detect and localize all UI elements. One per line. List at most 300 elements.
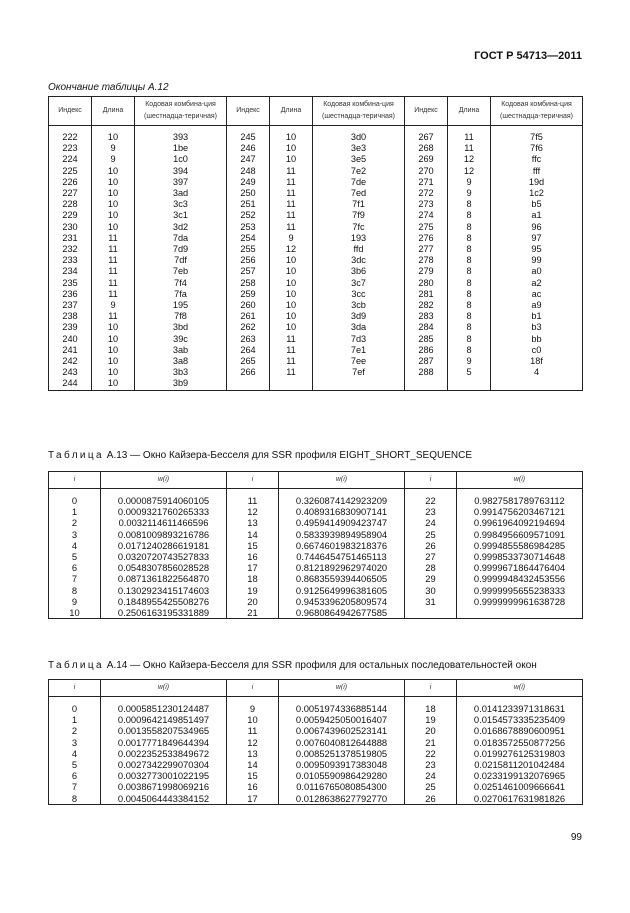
length-cell: 10: [92, 367, 135, 378]
table-a14-header-row: [49, 680, 583, 697]
table-row: [49, 540, 583, 551]
table-row: [49, 607, 583, 619]
code-cell: 95: [491, 244, 583, 255]
code-cell: 1c2: [491, 188, 583, 199]
index-cell: 257: [227, 266, 270, 277]
i-cell: 29: [405, 573, 457, 584]
code-cell: 97: [491, 233, 583, 244]
index-cell: 273: [405, 199, 448, 210]
i-cell: 20: [227, 596, 279, 607]
w-value-cell: 0.0000875914060105: [101, 495, 227, 506]
length-cell: 11: [92, 255, 135, 266]
length-cell: 10: [270, 322, 313, 333]
length-cell: 10: [270, 289, 313, 300]
index-cell: 239: [49, 322, 92, 333]
i-cell: 22: [405, 748, 457, 759]
w-value-cell: 0.0038671998069216: [101, 781, 227, 792]
code-cell: c0: [491, 345, 583, 356]
length-cell: 8: [448, 345, 491, 356]
i-cell: 26: [405, 540, 457, 551]
w-value-cell: 0.0168678890600951: [457, 725, 583, 736]
table-row: [49, 154, 583, 165]
w-value-cell: 0.0059425050016407: [279, 714, 405, 725]
w-value-cell: 0.0320720743527833: [101, 551, 227, 562]
length-cell: 11: [92, 266, 135, 277]
index-cell: 263: [227, 334, 270, 345]
i-cell: 23: [405, 506, 457, 517]
length-cell: 10: [92, 345, 135, 356]
table-a12-header-row: [49, 97, 583, 126]
table-row: [49, 132, 583, 143]
w-value-cell: 0.0199276125319803: [457, 748, 583, 759]
w-value-cell: 0.0095093917383048: [279, 759, 405, 770]
length-cell: 8: [448, 322, 491, 333]
w-value-cell: 0.0183572550877256: [457, 737, 583, 748]
index-cell: 255: [227, 244, 270, 255]
length-cell: 9: [92, 300, 135, 311]
header-i: i: [227, 680, 279, 697]
table-row: [49, 781, 583, 792]
w-value-cell: 0.9453396205809574: [279, 596, 405, 607]
length-cell: 8: [448, 244, 491, 255]
code-cell: 7f1: [313, 199, 405, 210]
length-cell: 10: [270, 311, 313, 322]
index-cell: 258: [227, 278, 270, 289]
w-value-cell: 0.0548307856028528: [101, 562, 227, 573]
code-cell: 3d0: [313, 132, 405, 143]
i-cell: 5: [49, 759, 101, 770]
code-cell: 7d9: [135, 244, 227, 255]
index-cell: 245: [227, 132, 270, 143]
length-cell: 8: [448, 222, 491, 233]
index-cell: 230: [49, 222, 92, 233]
code-cell: 7fc: [313, 222, 405, 233]
index-cell: 235: [49, 278, 92, 289]
w-value-cell: 0.9998533730714648: [457, 551, 583, 562]
w-value-cell: 0.0085251378519805: [279, 748, 405, 759]
header-w: w(i): [101, 472, 227, 489]
table-row: [49, 356, 583, 367]
length-cell: 8: [448, 289, 491, 300]
index-cell: 270: [405, 166, 448, 177]
page-number: 99: [570, 832, 582, 843]
index-cell: 254: [227, 233, 270, 244]
w-value-cell: 0.9680864942677585: [279, 607, 405, 619]
index-cell: 281: [405, 289, 448, 300]
index-cell: 240: [49, 334, 92, 345]
table-row: [49, 266, 583, 277]
length-cell: 10: [92, 166, 135, 177]
i-cell: 16: [227, 781, 279, 792]
length-cell: 10: [270, 300, 313, 311]
table-row: [49, 759, 583, 770]
length-cell: 10: [92, 334, 135, 345]
i-cell: 10: [49, 607, 101, 619]
w-value-cell: 0.0045064443384152: [101, 793, 227, 805]
i-cell: 16: [227, 551, 279, 562]
code-cell: 3bd: [135, 322, 227, 333]
length-cell: 11: [92, 244, 135, 255]
index-cell: 266: [227, 367, 270, 378]
table-row: [49, 585, 583, 596]
w-value-cell: 0.0027342299070304: [101, 759, 227, 770]
index-cell: 229: [49, 210, 92, 221]
code-cell: 7f8: [135, 311, 227, 322]
length-cell: 11: [270, 222, 313, 233]
table-row: [49, 334, 583, 345]
w-value-cell: 0.0171240286619181: [101, 540, 227, 551]
code-cell: 19d: [491, 177, 583, 188]
i-cell: 12: [227, 737, 279, 748]
header-w: w(i): [279, 680, 405, 697]
length-cell: 9: [448, 356, 491, 367]
table-row: [49, 714, 583, 725]
code-cell: 7da: [135, 233, 227, 244]
table-row: [49, 367, 583, 378]
code-cell: 193: [313, 233, 405, 244]
length-cell: 11: [270, 367, 313, 378]
length-cell: 11: [270, 199, 313, 210]
length-cell: 9: [270, 233, 313, 244]
index-cell: 233: [49, 255, 92, 266]
length-cell: 12: [448, 154, 491, 165]
i-cell: 17: [227, 793, 279, 805]
w-value-cell: 0.1302923415174603: [101, 585, 227, 596]
table-row: [49, 770, 583, 781]
code-cell: 7f9: [313, 210, 405, 221]
length-cell: 10: [92, 132, 135, 143]
w-value-cell: 0.0051974336885144: [279, 703, 405, 714]
index-cell: 228: [49, 199, 92, 210]
w-value-cell: 0.0116765080854300: [279, 781, 405, 792]
i-cell: [405, 607, 457, 619]
length-cell: 8: [448, 334, 491, 345]
length-cell: 10: [92, 322, 135, 333]
i-cell: 20: [405, 725, 457, 736]
w-value-cell: 0.0251461009666641: [457, 781, 583, 792]
i-cell: 28: [405, 562, 457, 573]
length-cell: 11: [448, 132, 491, 143]
code-cell: ac: [491, 289, 583, 300]
code-cell: 3cc: [313, 289, 405, 300]
table-row: [49, 210, 583, 221]
index-cell: 253: [227, 222, 270, 233]
i-cell: 12: [227, 506, 279, 517]
code-cell: ffc: [491, 154, 583, 165]
i-cell: 4: [49, 540, 101, 551]
code-cell: 99: [491, 255, 583, 266]
table-a13-caption: [48, 450, 472, 461]
length-cell: 9: [448, 177, 491, 188]
index-cell: 265: [227, 356, 270, 367]
i-cell: 15: [227, 770, 279, 781]
i-cell: 25: [405, 781, 457, 792]
w-value-cell: 0.9125649996381605: [279, 585, 405, 596]
length-cell: 8: [448, 233, 491, 244]
index-cell: 282: [405, 300, 448, 311]
i-cell: 6: [49, 770, 101, 781]
table-row: [49, 793, 583, 805]
index-cell: 284: [405, 322, 448, 333]
code-cell: 7fa: [135, 289, 227, 300]
w-value-cell: 0.9999948432453556: [457, 573, 583, 584]
i-cell: 0: [49, 495, 101, 506]
w-value-cell: 0.0017771849644394: [101, 737, 227, 748]
i-cell: 19: [227, 585, 279, 596]
length-cell: 11: [92, 311, 135, 322]
table-a12: [48, 96, 583, 391]
table-row: [49, 199, 583, 210]
length-cell: 9: [92, 154, 135, 165]
index-cell: 285: [405, 334, 448, 345]
code-cell: 1be: [135, 143, 227, 154]
document-standard-number: ГОСТ Р 54713—2011: [474, 50, 582, 62]
code-cell: 96: [491, 222, 583, 233]
index-cell: 271: [405, 177, 448, 188]
index-cell: 236: [49, 289, 92, 300]
i-cell: 0: [49, 703, 101, 714]
code-cell: 3d9: [313, 311, 405, 322]
header-length: Длина: [448, 97, 491, 126]
code-cell: 3c7: [313, 278, 405, 289]
i-cell: 8: [49, 793, 101, 805]
i-cell: 9: [49, 596, 101, 607]
i-cell: 13: [227, 517, 279, 528]
length-cell: 8: [448, 300, 491, 311]
table-label: Таблица: [48, 450, 105, 461]
w-value-cell: 0.8121892962974020: [279, 562, 405, 573]
table-row: [49, 529, 583, 540]
i-cell: 3: [49, 737, 101, 748]
i-cell: 18: [405, 703, 457, 714]
code-cell: [491, 378, 583, 390]
table-row: [49, 378, 583, 390]
code-cell: 18f: [491, 356, 583, 367]
code-cell: 7ed: [313, 188, 405, 199]
code-cell: 3d2: [135, 222, 227, 233]
w-value-cell: 0.1848955425508276: [101, 596, 227, 607]
code-cell: b3: [491, 322, 583, 333]
code-cell: 4: [491, 367, 583, 378]
index-cell: 242: [49, 356, 92, 367]
w-value-cell: 0.0081009893216786: [101, 529, 227, 540]
table-row: [49, 143, 583, 154]
w-value-cell: 0.2506163195331889: [101, 607, 227, 619]
index-cell: 278: [405, 255, 448, 266]
i-cell: 11: [227, 725, 279, 736]
length-cell: 11: [270, 188, 313, 199]
w-value-cell: 0.0032114611466596: [101, 517, 227, 528]
w-value-cell: 0.7446454751465113: [279, 551, 405, 562]
table-row: [49, 596, 583, 607]
index-cell: 260: [227, 300, 270, 311]
i-cell: 4: [49, 748, 101, 759]
w-value-cell: 0.0128638627792770: [279, 793, 405, 805]
header-code: Кодовая комбина-ция (шестнадца-теричная): [135, 97, 227, 126]
header-index: Индекс: [227, 97, 270, 126]
i-cell: 31: [405, 596, 457, 607]
length-cell: 12: [270, 244, 313, 255]
table-row: [49, 748, 583, 759]
table-a12-caption: Окончание таблицы А.12: [48, 82, 169, 93]
table-row: [49, 495, 583, 506]
i-cell: 7: [49, 781, 101, 792]
index-cell: 234: [49, 266, 92, 277]
code-cell: 3ad: [135, 188, 227, 199]
index-cell: 246: [227, 143, 270, 154]
length-cell: 9: [448, 188, 491, 199]
code-cell: a1: [491, 210, 583, 221]
length-cell: 10: [270, 278, 313, 289]
table-row: [49, 506, 583, 517]
code-cell: 394: [135, 166, 227, 177]
i-cell: 9: [227, 703, 279, 714]
index-cell: 264: [227, 345, 270, 356]
index-cell: 241: [49, 345, 92, 356]
code-cell: 39c: [135, 334, 227, 345]
table-row: [49, 177, 583, 188]
index-cell: 283: [405, 311, 448, 322]
header-i: i: [227, 472, 279, 489]
i-cell: 27: [405, 551, 457, 562]
w-value-cell: 0.0233199132076965: [457, 770, 583, 781]
code-cell: 1c0: [135, 154, 227, 165]
code-cell: 3da: [313, 322, 405, 333]
w-value-cell: 0.4959414909423747: [279, 517, 405, 528]
w-value-cell: [457, 607, 583, 619]
w-value-cell: 0.0067439602523141: [279, 725, 405, 736]
code-cell: 7e2: [313, 166, 405, 177]
length-cell: 11: [270, 345, 313, 356]
index-cell: 269: [405, 154, 448, 165]
w-value-cell: 0.0270617631981826: [457, 793, 583, 805]
index-cell: 261: [227, 311, 270, 322]
length-cell: 10: [92, 378, 135, 390]
length-cell: 11: [92, 278, 135, 289]
header-index: Индекс: [49, 97, 92, 126]
table-row: [49, 551, 583, 562]
length-cell: 9: [92, 143, 135, 154]
index-cell: 223: [49, 143, 92, 154]
code-cell: 7eb: [135, 266, 227, 277]
header-index: Индекс: [405, 97, 448, 126]
w-value-cell: 0.9914756203467121: [457, 506, 583, 517]
code-cell: fff: [491, 166, 583, 177]
length-cell: 10: [270, 255, 313, 266]
code-cell: 3c3: [135, 199, 227, 210]
index-cell: 226: [49, 177, 92, 188]
length-cell: 11: [270, 166, 313, 177]
code-cell: 7de: [313, 177, 405, 188]
length-cell: 8: [448, 255, 491, 266]
index-cell: [405, 378, 448, 390]
length-cell: 10: [270, 266, 313, 277]
w-value-cell: 0.0022352533849672: [101, 748, 227, 759]
code-cell: 7df: [135, 255, 227, 266]
code-cell: 7f6: [491, 143, 583, 154]
table-row: [49, 573, 583, 584]
index-cell: 262: [227, 322, 270, 333]
length-cell: 8: [448, 199, 491, 210]
table-row: [49, 322, 583, 333]
length-cell: 11: [270, 334, 313, 345]
table-row: [49, 737, 583, 748]
w-value-cell: 0.0105590986429280: [279, 770, 405, 781]
i-cell: 11: [227, 495, 279, 506]
code-cell: a0: [491, 266, 583, 277]
i-cell: 21: [405, 737, 457, 748]
i-cell: 30: [405, 585, 457, 596]
table-row: [49, 255, 583, 266]
code-cell: a2: [491, 278, 583, 289]
i-cell: 10: [227, 714, 279, 725]
code-cell: 3e3: [313, 143, 405, 154]
w-value-cell: 0.0215811201042484: [457, 759, 583, 770]
table-row: [49, 517, 583, 528]
code-cell: 7d3: [313, 334, 405, 345]
i-cell: 23: [405, 759, 457, 770]
code-cell: 3cb: [313, 300, 405, 311]
table-row: [49, 345, 583, 356]
length-cell: 5: [448, 367, 491, 378]
w-value-cell: 0.3260874142923209: [279, 495, 405, 506]
i-cell: 3: [49, 529, 101, 540]
header-i: i: [49, 680, 101, 697]
i-cell: 22: [405, 495, 457, 506]
code-cell: 3b9: [135, 378, 227, 390]
index-cell: 267: [405, 132, 448, 143]
table-a14: [48, 679, 583, 805]
i-cell: 17: [227, 562, 279, 573]
table-row: [49, 188, 583, 199]
code-cell: 7ee: [313, 356, 405, 367]
i-cell: 5: [49, 551, 101, 562]
index-cell: 250: [227, 188, 270, 199]
index-cell: 272: [405, 188, 448, 199]
w-value-cell: 0.9999995655238333: [457, 585, 583, 596]
index-cell: 280: [405, 278, 448, 289]
code-cell: b1: [491, 311, 583, 322]
w-value-cell: 0.0009321760265333: [101, 506, 227, 517]
table-row: [49, 166, 583, 177]
index-cell: 249: [227, 177, 270, 188]
w-value-cell: 0.6674601983218376: [279, 540, 405, 551]
index-cell: 225: [49, 166, 92, 177]
index-cell: 227: [49, 188, 92, 199]
table-row: [49, 562, 583, 573]
table-title: А.14 — Окно Кайзера-Бесселя для SSR профиля для остальных последовательностей окон: [106, 660, 537, 671]
i-cell: 21: [227, 607, 279, 619]
code-cell: 3b3: [135, 367, 227, 378]
index-cell: 259: [227, 289, 270, 300]
index-cell: 256: [227, 255, 270, 266]
w-value-cell: 0.0871361822564870: [101, 573, 227, 584]
header-w: w(i): [279, 472, 405, 489]
w-value-cell: 0.8683559394406505: [279, 573, 405, 584]
index-cell: 222: [49, 132, 92, 143]
index-cell: 251: [227, 199, 270, 210]
length-cell: 11: [270, 356, 313, 367]
w-value-cell: 0.0076040812644888: [279, 737, 405, 748]
length-cell: 11: [92, 233, 135, 244]
i-cell: 13: [227, 748, 279, 759]
header-code: Кодовая комбина-ция (шестнадца-теричная): [491, 97, 583, 126]
code-cell: 397: [135, 177, 227, 188]
w-value-cell: 0.0141233971318631: [457, 703, 583, 714]
table-row: [49, 300, 583, 311]
code-cell: 7ef: [313, 367, 405, 378]
i-cell: 1: [49, 714, 101, 725]
